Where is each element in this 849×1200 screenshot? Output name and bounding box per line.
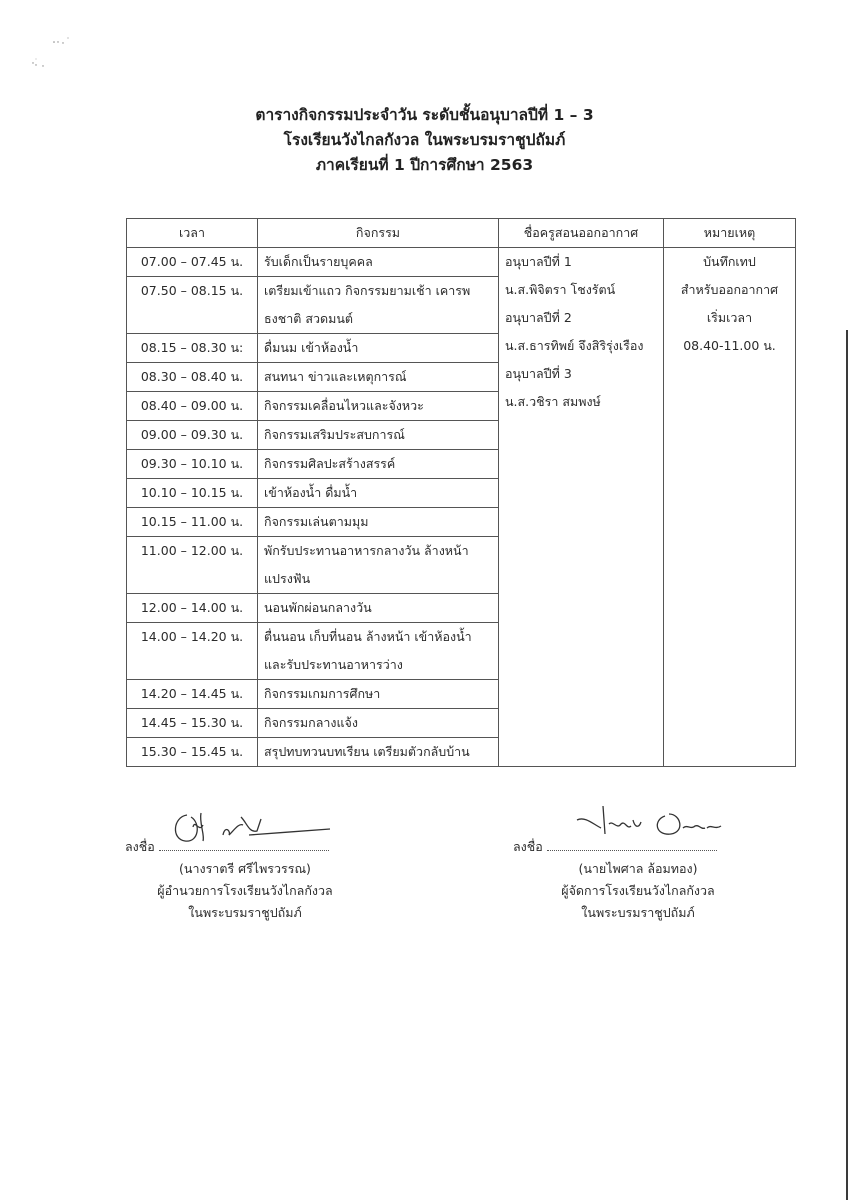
signer-org: ในพระบรมราชูปถัมภ์ (581, 905, 695, 920)
activity-cell (258, 392, 499, 421)
teacher-line: อนุบาลปีที่ 1 (505, 254, 572, 269)
activity-cell (258, 537, 499, 594)
time-cell: 12.00 – 14.00 น. (127, 594, 258, 623)
teacher-line: น.ส.พิจิตรา โชงรัตน์ (505, 282, 616, 297)
remarks-line: สำหรับออกอากาศ (680, 282, 779, 297)
teacher-line: อนุบาลปีที่ 2 (505, 310, 572, 325)
time-cell: 10.10 – 10.15 น. (127, 479, 258, 508)
activity-line: เตรียมเข้าแถว กิจกรรมยามเช้า เคารพ (264, 283, 471, 298)
time-cell: 09.30 – 10.10 น. (127, 450, 258, 479)
teacher-line: น.ส.ธารทิพย์ จึงสิริรุ่งเรือง (505, 338, 644, 353)
header-time: เวลา (127, 219, 258, 248)
activity-line: กิจกรรมเกมการศึกษา (264, 686, 381, 701)
header-remarks: หมายเหตุ (664, 219, 796, 248)
signer-org: ในพระบรมราชูปถัมภ์ (188, 905, 302, 920)
sign-label: ลงชื่อ (125, 839, 155, 854)
time-cell: 14.20 – 14.45 น. (127, 680, 258, 709)
title-line-2: โรงเรียนวังไกลกังวล ในพระบรมราชูปถัมภ์ (283, 131, 566, 149)
activity-line: สนทนา ข่าวและเหตุการณ์ (264, 369, 407, 384)
remarks-line: บันทึกเทป (703, 254, 756, 269)
activity-cell (258, 623, 499, 680)
activity-line: เข้าห้องน้ำ ดื่มน้ำ (264, 485, 358, 500)
header-activity: กิจกรรม (258, 219, 499, 248)
activity-cell (258, 421, 499, 450)
teacher-line: อนุบาลปีที่ 3 (505, 366, 572, 381)
activity-cell (258, 594, 499, 623)
activity-cell (258, 363, 499, 392)
signature-block-manager (513, 836, 763, 924)
activity-line: และรับประทานอาหารว่าง (264, 657, 403, 672)
sign-label: ลงชื่อ (513, 839, 543, 854)
time-cell: 11.00 – 12.00 น. (127, 537, 258, 594)
handwritten-signature-director (165, 805, 335, 855)
time-cell: 08.40 – 09.00 น. (127, 392, 258, 421)
title-line-3: ภาคเรียนที่ 1 ปีการศึกษา 2563 (315, 156, 534, 174)
handwritten-signature-manager (575, 800, 765, 845)
document-title (0, 103, 849, 178)
signer-position: ผู้อำนวยการโรงเรียนวังไกลกังวล (157, 883, 333, 898)
time-cell: 10.15 – 11.00 น. (127, 508, 258, 537)
activity-line: กิจกรรมเคลื่อนไหวและจังหวะ (264, 398, 424, 413)
time-cell: 14.00 – 14.20 น. (127, 623, 258, 680)
activity-line: พักรับประทานอาหารกลางวัน ล้างหน้า (264, 543, 469, 558)
teacher-line: น.ส.วชิรา สมพงษ์ (505, 394, 601, 409)
teacher-cell (499, 248, 664, 767)
title-line-1: ตารางกิจกรรมประจำวัน ระดับชั้นอนุบาลปีที่ 1 – 3 (255, 106, 594, 124)
activity-line: ธงชาติ สวดมนต์ (264, 311, 353, 326)
time-cell: 07.00 – 07.45 น. (127, 248, 258, 277)
activity-line: กิจกรรมเสริมประสบการณ์ (264, 427, 405, 442)
activity-line: กิจกรรมเล่นตามมุม (264, 514, 369, 529)
remarks-line: 08.40-11.00 น. (683, 338, 776, 353)
remarks-cell (664, 248, 796, 767)
activity-cell (258, 709, 499, 738)
activity-cell (258, 508, 499, 537)
activity-cell (258, 680, 499, 709)
schedule-table (126, 218, 796, 767)
activity-line: กิจกรรมกลางแจ้ง (264, 715, 358, 730)
activity-line: กิจกรรมศิลปะสร้างสรรค์ (264, 456, 396, 471)
table-row (127, 248, 796, 277)
signer-name: (นายไพศาล ล้อมทอง) (578, 861, 698, 876)
activity-cell (258, 450, 499, 479)
activity-cell (258, 334, 499, 363)
time-cell: 14.45 – 15.30 น. (127, 709, 258, 738)
signer-position: ผู้จัดการโรงเรียนวังไกลกังวล (561, 883, 715, 898)
header-teacher: ชื่อครูสอนออกอากาศ (499, 219, 664, 248)
activity-cell (258, 479, 499, 508)
activity-cell (258, 248, 499, 277)
activity-line: แปรงฟัน (264, 571, 311, 586)
time-cell: 15.30 – 15.45 น. (127, 738, 258, 767)
activity-line: ดื่มนม เข้าห้องน้ำ (264, 340, 359, 355)
time-cell: 09.00 – 09.30 น. (127, 421, 258, 450)
scan-edge (846, 330, 848, 1200)
remarks-line: เริ่มเวลา (706, 310, 753, 325)
activity-line: นอนพักผ่อนกลางวัน (264, 600, 372, 615)
time-cell: 07.50 – 08.15 น. (127, 277, 258, 334)
time-cell: 08.15 – 08.30 น: (127, 334, 258, 363)
time-cell: 08.30 – 08.40 น. (127, 363, 258, 392)
activity-cell (258, 277, 499, 334)
activity-cell (258, 738, 499, 767)
activity-line: สรุปทบทวนบทเรียน เตรียมตัวกลับบ้าน (264, 744, 470, 759)
table-header-row (127, 219, 796, 248)
activity-line: รับเด็กเป็นรายบุคคล (264, 254, 373, 269)
signer-name: (นางราตรี ศรีไพรวรรณ) (179, 861, 311, 876)
activity-line: ตื่นนอน เก็บที่นอน ล้างหน้า เข้าห้องน้ำ (264, 629, 472, 644)
scan-specks (30, 28, 80, 73)
